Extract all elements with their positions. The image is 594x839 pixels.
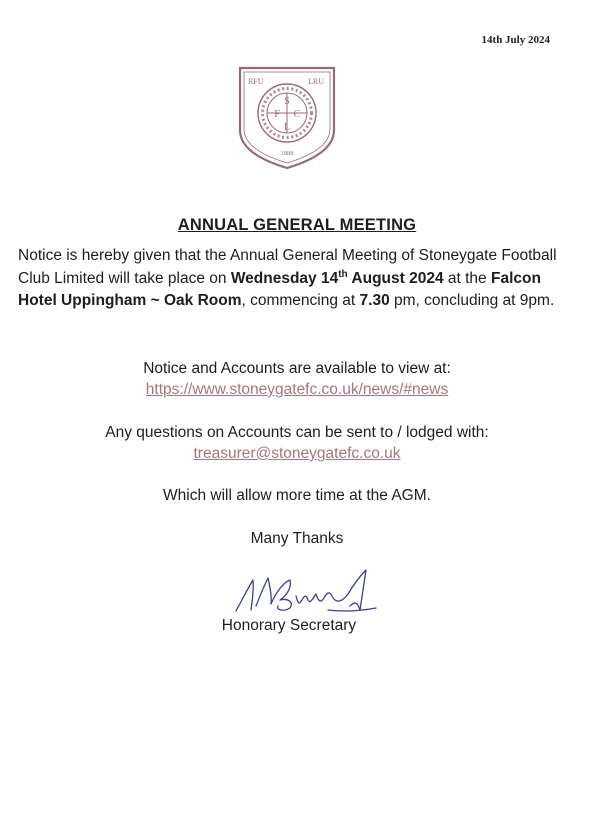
crest-right-text: LRU	[308, 77, 324, 86]
notice-paragraph	[18, 245, 580, 313]
crest-year: 1888	[280, 150, 294, 157]
signature-icon	[232, 566, 380, 616]
signatory-title: Honorary Secretary	[221, 617, 357, 634]
club-crest-logo	[238, 66, 336, 170]
more-time-text: Which will allow more time at the AGM.	[163, 487, 431, 504]
crest-shield-icon	[238, 66, 336, 170]
crest-letter-bottom: L	[283, 122, 291, 133]
meeting-time: 7.30	[359, 292, 390, 309]
document-date: 14th July 2024	[481, 34, 550, 46]
handwritten-signature	[232, 566, 380, 616]
crest-letter-right: C	[293, 109, 301, 120]
crest-letter-left: F	[274, 109, 280, 120]
notice-text-1: Notice is hereby given that the Annual General Meeting of Stoneygate Football Club Limited will take place on	[18, 247, 557, 287]
notice-text-4: pm, concluding at 9pm.	[389, 292, 555, 309]
meeting-venue: Falcon Hotel Uppingham ~ Oak Room	[18, 269, 541, 309]
meeting-date: Wednesday 14th August 2024	[230, 268, 444, 287]
crest-letter-top: S	[284, 96, 290, 107]
accounts-link[interactable]: https://www.stoneygatefc.co.uk/news/#news	[145, 381, 449, 398]
accounts-text: Notice and Accounts are available to view at:	[143, 360, 451, 377]
notice-text-2: at the	[443, 269, 491, 287]
crest-left-text: RFU	[248, 77, 264, 86]
email-link-row	[0, 445, 594, 463]
date-ordinal: th	[338, 268, 348, 280]
page-title: ANNUAL GENERAL MEETING	[177, 216, 417, 234]
notice-text-3: , commencing at	[241, 292, 360, 309]
accounts-link-row	[0, 381, 594, 399]
questions-text: Any questions on Accounts can be sent to / lodged with:	[105, 424, 489, 441]
treasurer-email-link[interactable]: treasurer@stoneygatefc.co.uk	[193, 445, 401, 462]
thanks-text: Many Thanks	[250, 530, 344, 547]
